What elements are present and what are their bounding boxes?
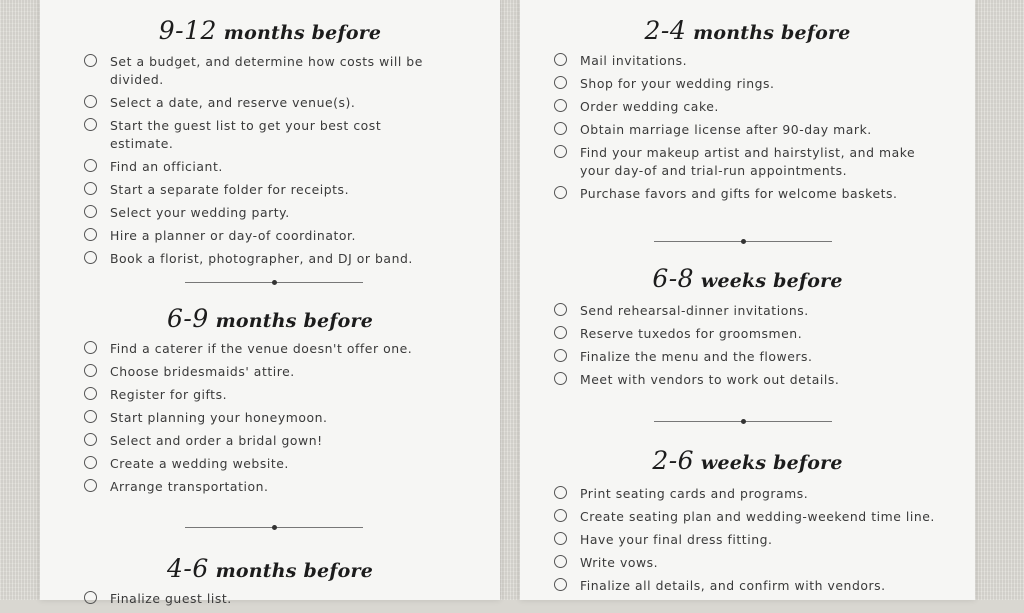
section-heading-2-6-weeks (520, 446, 975, 475)
checklist-item[interactable]: Shop for your wedding rings. (554, 75, 924, 93)
checklist-item[interactable]: Register for gifts. (84, 386, 444, 404)
checklist-item[interactable]: Find an officiant. (84, 158, 444, 176)
checklist-4-6-months (84, 590, 444, 613)
checklist-item[interactable]: Order wedding cake. (554, 98, 924, 116)
heading-number: 2-6 (652, 446, 695, 475)
checkbox-circle[interactable] (554, 349, 567, 362)
checklist-item[interactable]: Finalize all details, and confirm with vendors. (554, 577, 944, 595)
checkbox-circle[interactable] (84, 364, 97, 377)
heading-label: weeks before (700, 452, 843, 474)
checklist-page-left (40, 0, 500, 606)
checklist-item[interactable]: Select a date, and reserve venue(s). (84, 94, 444, 112)
checklist-9-12-months (84, 53, 444, 273)
checkbox-circle[interactable] (84, 205, 97, 218)
checkbox-circle[interactable] (84, 433, 97, 446)
checkbox-circle[interactable] (554, 532, 567, 545)
heading-label: months before (223, 22, 382, 44)
heading-label: weeks before (700, 270, 843, 292)
checklist-item[interactable]: Reserve tuxedos for groomsmen. (554, 325, 924, 343)
checklist-item[interactable]: Purchase favors and gifts for welcome baskets. (554, 185, 924, 203)
heading-number: 6-8 (652, 264, 695, 293)
checkbox-circle[interactable] (554, 76, 567, 89)
checklist-item[interactable]: Create seating plan and wedding-weekend time line. (554, 508, 944, 526)
heading-label: months before (215, 310, 373, 332)
checklist-item[interactable]: Mail invitations. (554, 52, 924, 70)
checkbox-circle[interactable] (554, 509, 567, 522)
checkbox-circle[interactable] (84, 410, 97, 423)
section-divider (185, 282, 363, 283)
checkbox-circle[interactable] (84, 95, 97, 108)
checklist-2-4-months (554, 52, 924, 208)
checklist-item[interactable]: Start planning your honeymoon. (84, 409, 444, 427)
checkbox-circle[interactable] (554, 303, 567, 316)
checklist-item[interactable]: Have your final dress fitting. (554, 531, 944, 549)
checkbox-circle[interactable] (84, 341, 97, 354)
checkbox-circle[interactable] (84, 387, 97, 400)
checkbox-circle[interactable] (84, 54, 97, 67)
checkbox-circle[interactable] (84, 159, 97, 172)
section-divider (654, 421, 832, 422)
section-heading-9-12-months (40, 16, 500, 45)
checklist-item[interactable]: Select your wedding party. (84, 204, 444, 222)
checklist-item[interactable]: Start a separate folder for receipts. (84, 181, 444, 199)
checkbox-circle[interactable] (554, 578, 567, 591)
checkbox-circle[interactable] (84, 479, 97, 492)
checklist-item[interactable]: Start the guest list to get your best cost estimate. (84, 117, 444, 153)
checkbox-circle[interactable] (554, 145, 567, 158)
checkbox-circle[interactable] (84, 251, 97, 264)
checklist-2-6-weeks (554, 485, 944, 600)
checkbox-circle[interactable] (84, 456, 97, 469)
checkbox-circle[interactable] (554, 555, 567, 568)
heading-number: 6-9 (166, 304, 209, 333)
checkbox-circle[interactable] (554, 372, 567, 385)
checklist-item[interactable]: Find a caterer if the venue doesn't offer one. (84, 340, 444, 358)
checkbox-circle[interactable] (84, 118, 97, 131)
checkbox-circle[interactable] (84, 591, 97, 604)
checklist-item[interactable]: Book a florist, photographer, and DJ or band. (84, 250, 444, 268)
checklist-item[interactable]: Set a budget, and determine how costs will be divided. (84, 53, 444, 89)
heading-number: 4-6 (166, 554, 209, 583)
checklist-item[interactable]: Select and order a bridal gown! (84, 432, 444, 450)
checklist-item[interactable]: Find your makeup artist and hairstylist, and make your day-of and trial-run appointments. (554, 144, 924, 180)
checklist-item[interactable]: Create a wedding website. (84, 455, 444, 473)
checklist-item[interactable]: Meet with vendors to work out details. (554, 371, 924, 389)
heading-label: months before (215, 560, 373, 582)
checklist-item[interactable]: Finalize the menu and the flowers. (554, 348, 924, 366)
checkbox-circle[interactable] (84, 228, 97, 241)
section-heading-2-4-months (520, 16, 975, 45)
checklist-item[interactable]: Obtain marriage license after 90-day mark. (554, 121, 924, 139)
checklist-6-9-months (84, 340, 444, 501)
checkbox-circle[interactable] (84, 182, 97, 195)
section-heading-6-9-months (40, 304, 500, 333)
checkbox-circle[interactable] (554, 53, 567, 66)
checklist-item[interactable]: Finalize guest list. (84, 590, 444, 608)
section-heading-6-8-weeks (520, 264, 975, 293)
heading-label: months before (693, 22, 851, 44)
checklist-item[interactable]: Arrange transportation. (84, 478, 444, 496)
checkbox-circle[interactable] (554, 486, 567, 499)
checklist-item[interactable]: Print seating cards and programs. (554, 485, 944, 503)
checkbox-circle[interactable] (554, 186, 567, 199)
heading-number: 9-12 (158, 16, 217, 45)
checkbox-circle[interactable] (554, 99, 567, 112)
checklist-6-8-weeks (554, 302, 924, 394)
checklist-item[interactable]: Send rehearsal-dinner invitations. (554, 302, 924, 320)
checkbox-circle[interactable] (554, 122, 567, 135)
checklist-item[interactable]: Choose bridesmaids' attire. (84, 363, 444, 381)
section-divider (185, 527, 363, 528)
section-divider (654, 241, 832, 242)
checklist-page-right (520, 0, 975, 600)
checklist-item[interactable]: Write vows. (554, 554, 944, 572)
heading-number: 2-4 (644, 16, 687, 45)
section-heading-4-6-months (40, 554, 500, 583)
checklist-item[interactable]: Hire a planner or day-of coordinator. (84, 227, 444, 245)
checkbox-circle[interactable] (554, 326, 567, 339)
